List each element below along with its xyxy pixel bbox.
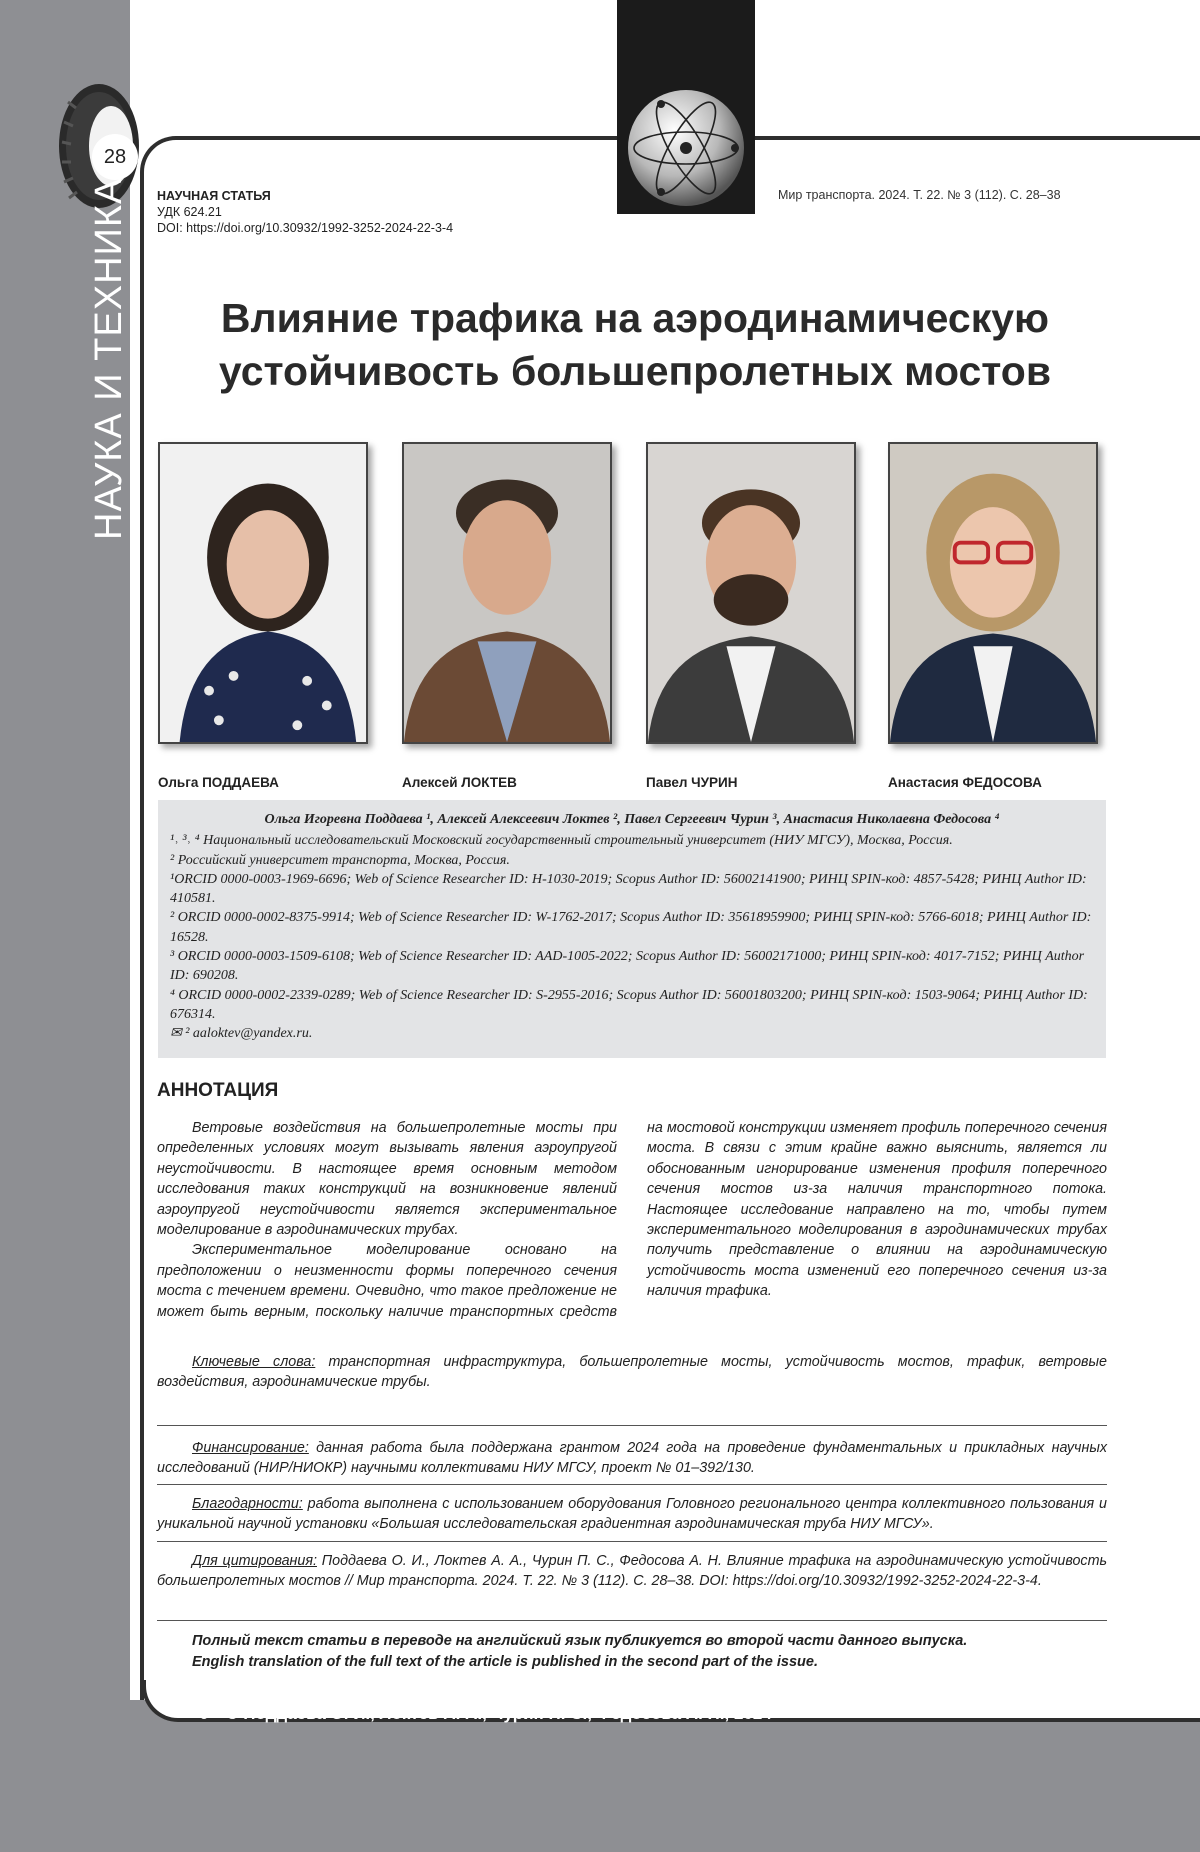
translation-note: [192, 1631, 967, 1673]
abstract-paragraph-1: Ветровые воздействия на большепролетные мосты при определенных условиях могут вызывать явления аэроупругой неустойчивости. В настоящее время основным методом исследования таких конструкций на возникновение явлений аэроупругой неустойчивости является экспериментальное моделирование в аэродинамических трубах.: [157, 1120, 617, 1239]
author-photo-4: [888, 442, 1098, 744]
affiliation-1: ¹˒ ³˒ ⁴ Национальный исследовательский Московский государственный строительный университет (НИУ МГСУ), Москва, Россия.: [170, 833, 953, 849]
udc: УДК 624.21: [157, 205, 222, 219]
divider: [157, 1484, 1107, 1485]
divider: [157, 1620, 1107, 1621]
funding: [157, 1438, 1107, 1479]
author-email[interactable]: ✉ ² aaloktev@yandex.ru.: [170, 1026, 313, 1042]
author-caption-3: Павел ЧУРИН: [646, 775, 738, 790]
keywords-text: транспортная инфраструктура, большепролетные мосты, устойчивость мостов, трафик, ветровые воздействия, аэродинамические трубы.: [157, 1354, 1107, 1391]
translation-note-en: English translation of the full text of the article is published in the second part of the issue.: [192, 1654, 818, 1670]
title-line-2: устойчивость большепролетных мостов: [218, 348, 1052, 394]
page-number: 28: [92, 134, 138, 180]
copyright: © Поддаева О. И., Локтев А. А., Чурин П. С., Федосова А. Н., 2024: [226, 1704, 772, 1723]
citation-text: Поддаева О. И., Локтев А. А., Чурин П. С., Федосова А. Н. Влияние трафика на аэродинамическую устойчивость большепролетных мостов // Мир транспорта. 2024. Т. 22. № 3 (112). С. 28–38. DOI: https://doi.org/10.30932/1992-3252-2024-22-3-4.: [157, 1553, 1108, 1590]
section-label: НАУКА И ТЕХНИКА: [88, 177, 130, 540]
journal-reference: Мир транспорта. 2024. Т. 22. № 3 (112). С. 28–38: [778, 188, 1061, 202]
author-caption-4: Анастасия ФЕДОСОВА: [888, 775, 1042, 790]
divider: [157, 1425, 1107, 1426]
journal-logo: [617, 0, 755, 214]
article-kind: НАУЧНАЯ СТАТЬЯ: [157, 189, 271, 203]
author-info-box: [158, 800, 1106, 1058]
abstract-paragraph-2: Экспериментальное моделирование основано на предположении о неизменности формы поперечного сечения моста с течением времени. Очевидно, что такое предложение не может быть верным, поскольку наличие транспортных средств на мостовой конструкции изменяет профиль поперечного сечения моста. В связи с этим крайне важно выяснить, является ли обоснованным игнорирование изменения профиля поперечного сечения мостов из-за наличия транспортного потока. Настоящее исследование направлено на то, чтобы путем экспериментального моделирования в аэродинамических трубах получить представление о влиянии на аэродинамическую устойчивость моста изменений его поперечного сечения из-за наличия трафика.: [157, 1120, 1107, 1320]
keywords: [157, 1352, 1107, 1393]
title-line-1: Влияние трафика на аэродинамическую: [220, 295, 1050, 341]
article-meta: [157, 188, 453, 236]
acknowledgements-label: Благодарности:: [192, 1496, 303, 1512]
funding-text: данная работа была поддержана грантом 2024 года на проведение фундаментальных и прикладных научных исследований (НИР/НИОКР) научными коллективами НИУ МГСУ, проект № 01–392/130.: [157, 1440, 1107, 1477]
citation: [157, 1551, 1107, 1592]
affiliation-2: ² Российский университет транспорта, Москва, Россия.: [170, 852, 510, 868]
bullet-icon: [200, 1711, 208, 1719]
author-caption-1: Ольга ПОДДАЕВА: [158, 775, 279, 790]
article-title: [160, 292, 1110, 398]
keywords-label: Ключевые слова:: [192, 1354, 316, 1370]
funding-label: Финансирование:: [192, 1440, 309, 1456]
orcid-author-2: ² ORCID 0000-0002-8375-9914; Web of Science Researcher ID: W-1762-2017; Scopus Author ID: 35618959900; РИНЦ SPIN-код: 5766-6018; РИНЦ Author ID: 16528.: [170, 910, 1092, 945]
abstract-heading: АННОТАЦИЯ: [157, 1080, 279, 1101]
acknowledgements: [157, 1494, 1107, 1535]
orcid-author-3: ³ ORCID 0000-0003-1509-6108; Web of Science Researcher ID: AAD-1005-2022; Scopus Author ID: 56002171000; РИНЦ SPIN-код: 4017-7152; РИНЦ Author ID: 690208.: [170, 949, 1085, 984]
divider: [157, 1541, 1107, 1542]
acknowledgements-text: работа выполнена с использованием оборудования Головного регионального центра коллективного пользования и уникальной научной установки «Большая исследовательская градиентная аэродинамическая труба НИУ МГСУ».: [157, 1496, 1107, 1533]
author-photo-3: [646, 442, 856, 744]
orcid-author-1: ¹ORCID 0000-0003-1969-6696; Web of Science Researcher ID: H-1030-2019; Scopus Author ID: 56002141900; РИНЦ SPIN-код: 4857-5428; РИНЦ Author ID: 410581.: [170, 871, 1087, 907]
author-photo-2: [402, 442, 612, 744]
citation-label: Для цитирования:: [192, 1553, 317, 1569]
atom-icon: [617, 0, 755, 214]
abstract-body: [157, 1118, 1107, 1322]
author-caption-2: Алексей ЛОКТЕВ: [402, 775, 517, 790]
doi-link[interactable]: DOI: https://doi.org/10.30932/1992-3252-2024-22-3-4: [157, 221, 454, 235]
author-full-names: Ольга Игоревна Поддаева ¹, Алексей Алексеевич Локтев ², Павел Сергеевич Чурин ³, Анастасия Николаевна Федосова ⁴: [264, 812, 1000, 827]
orcid-author-4: ⁴ ORCID 0000-0002-2339-0289; Web of Science Researcher ID: S-2955-2016; Scopus Author ID: 56001803200; РИНЦ SPIN-код: 1503-9064; РИНЦ Author ID: 676314.: [170, 987, 1088, 1022]
translation-note-ru: Полный текст статьи в переводе на английский язык публикуется во второй части данного выпуска.: [192, 1633, 968, 1649]
author-photo-1: [158, 442, 368, 744]
